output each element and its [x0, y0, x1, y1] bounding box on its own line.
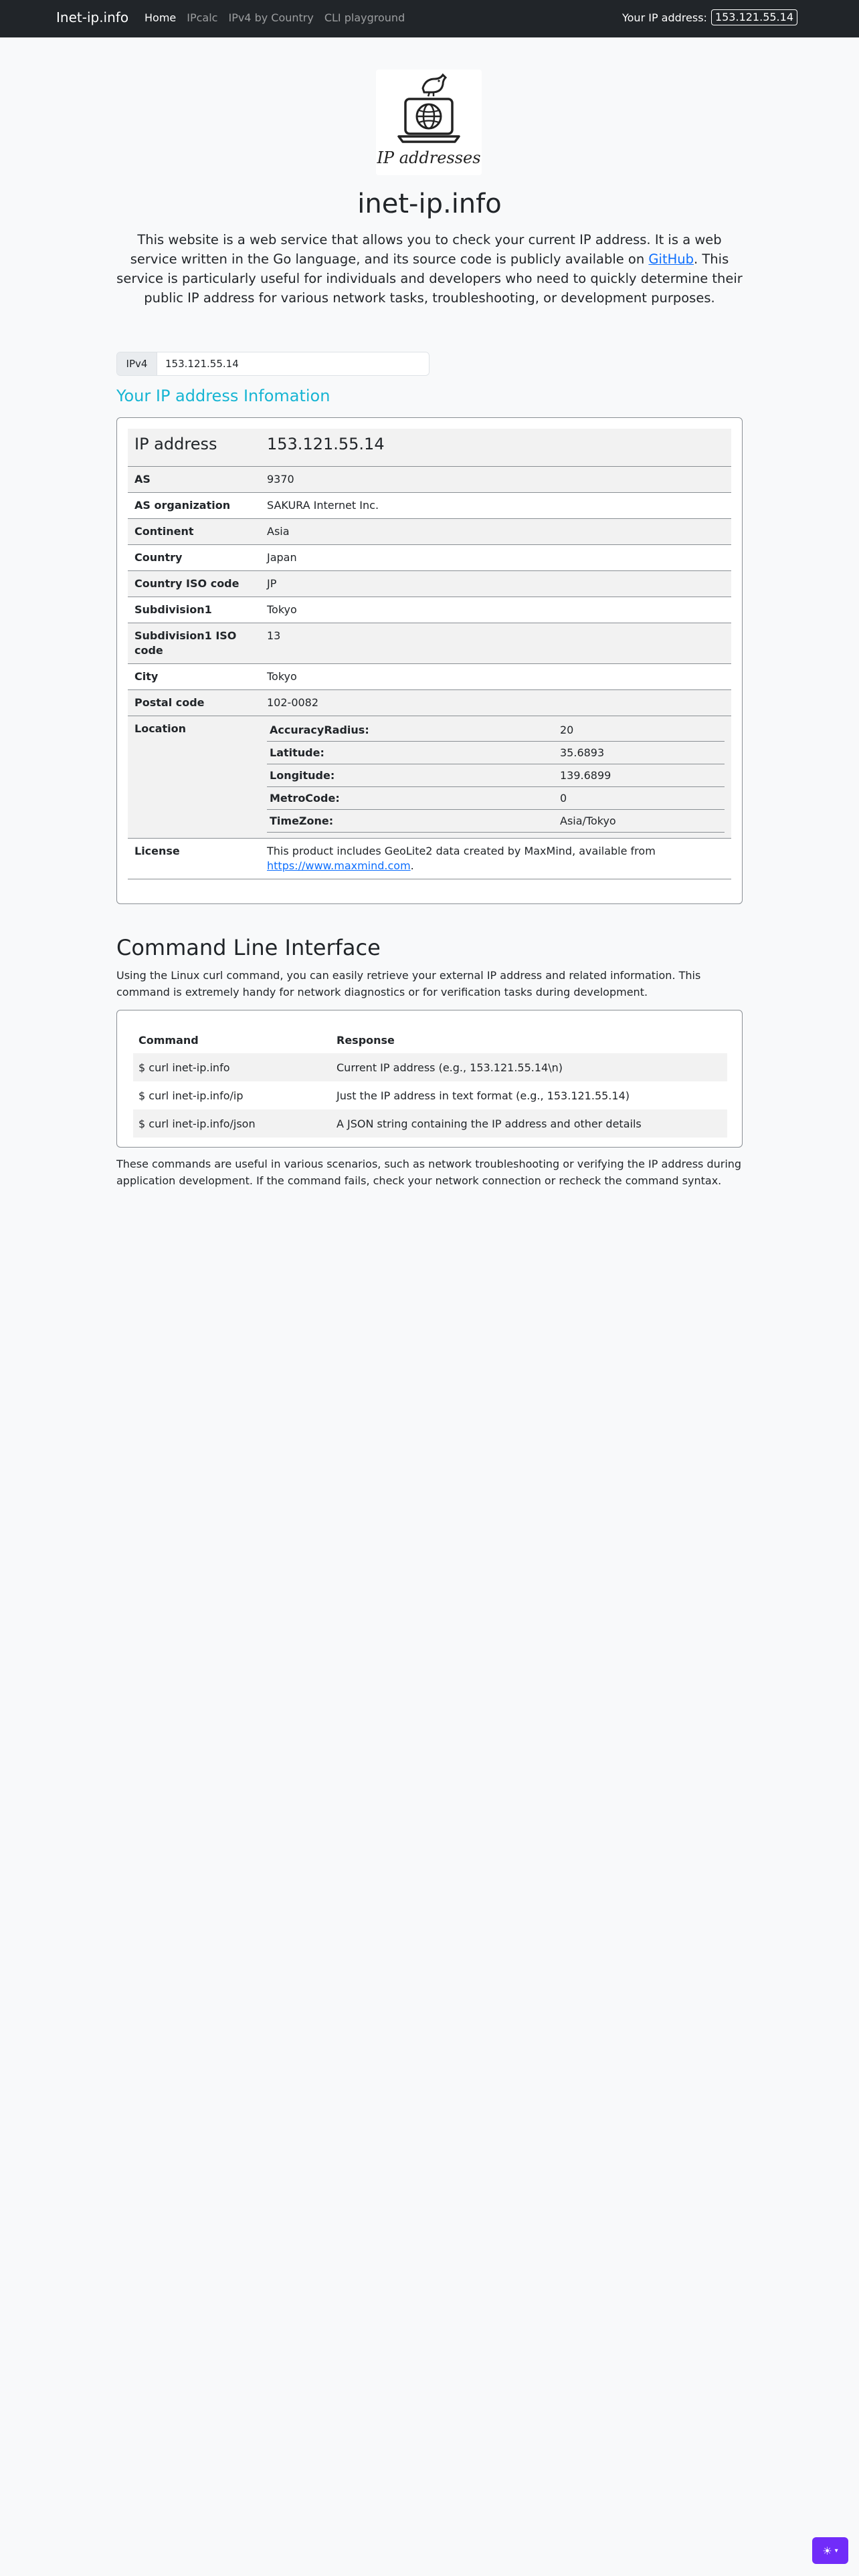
ip-address-label: IP address	[128, 429, 260, 466]
github-link[interactable]: GitHub	[648, 251, 694, 267]
location-row	[128, 716, 731, 838]
cli-table	[133, 1027, 727, 1138]
cli-heading: Command Line Interface	[116, 935, 381, 960]
table-row	[128, 544, 731, 570]
ip-info-heading: Your IP address Infomation	[116, 387, 330, 405]
row-value: 13	[260, 623, 731, 663]
location-item	[267, 809, 725, 832]
nav-link-cli-playground[interactable]: CLI playground	[324, 11, 405, 24]
ip-input-group	[116, 352, 430, 376]
response-cell: Current IP address (e.g., 153.121.55.14\n)	[331, 1053, 727, 1081]
license-row	[128, 838, 731, 879]
row-value: 102-0082	[260, 689, 731, 716]
logo-text: IP addresses	[377, 148, 481, 167]
ip-info-card	[116, 417, 743, 904]
table-row	[128, 518, 731, 544]
cli-table-header	[133, 1027, 727, 1053]
response-cell: Just the IP address in text format (e.g., 153.121.55.14)	[337, 1089, 630, 1102]
license-value	[260, 838, 731, 879]
location-item	[267, 764, 725, 786]
nav-link-ipcalc[interactable]: IPcalc	[187, 11, 218, 24]
row-key: Subdivision1 ISO code	[128, 623, 260, 663]
row-value: Tokyo	[260, 597, 731, 623]
row-key: AS	[128, 466, 260, 492]
laptop-globe-bird-icon	[376, 70, 482, 150]
location-value: 139.6899	[557, 764, 725, 786]
location-item	[267, 719, 725, 742]
table-row	[128, 689, 731, 716]
location-key: MetroCode:	[267, 786, 557, 809]
location-cell	[260, 716, 731, 838]
row-key: Postal code	[128, 689, 260, 716]
site-logo	[376, 70, 482, 175]
intro-paragraph	[114, 230, 745, 308]
command-cell: $ curl inet-ip.info/ip	[138, 1089, 244, 1102]
license-label: License	[128, 838, 260, 879]
table-row	[128, 492, 731, 518]
page-title: inet-ip.info	[357, 189, 502, 219]
row-value: SAKURA Internet Inc.	[260, 492, 731, 518]
row-key: Continent	[128, 518, 260, 544]
cli-footer-note: These commands are useful in various scenarios, such as network troubleshooting or verifying the IP address during application development. If the command fails, check your network connection or recheck the command syntax.	[116, 1158, 742, 1187]
command-cell: $ curl inet-ip.info/json	[133, 1109, 331, 1138]
cli-description: Using the Linux curl command, you can easily retrieve your external IP address and related information. This command is extremely handy for network diagnostics or for verification tasks during development.	[116, 969, 701, 998]
intro-text-end: . This service is particularly useful for individuals and developers who need to quickly determine their public IP address for various network tasks, troubleshooting, or development purposes.	[116, 251, 743, 306]
maxmind-link[interactable]: https://www.maxmind.com	[267, 859, 411, 872]
cli-card	[116, 1010, 743, 1148]
table-row	[128, 623, 731, 663]
column-header-command: Command	[133, 1027, 331, 1053]
nav-ip-label: Your IP address:	[622, 11, 707, 24]
row-key: Subdivision1	[128, 597, 260, 623]
sun-icon: ☀	[822, 2544, 832, 2557]
location-value: 20	[557, 719, 725, 742]
table-row	[128, 597, 731, 623]
location-item	[267, 786, 725, 809]
ip-info-table	[128, 429, 731, 879]
nav-links	[145, 11, 415, 24]
nav-ip-display	[622, 9, 797, 25]
nav-ip-value: 153.121.55.14	[711, 9, 797, 25]
caret-down-icon: ▾	[834, 2547, 838, 2555]
row-value: Japan	[260, 544, 731, 570]
location-table	[267, 719, 725, 833]
table-row	[128, 663, 731, 689]
command-cell: $ curl inet-ip.info	[133, 1053, 331, 1081]
nav-link-home[interactable]: Home	[145, 11, 177, 24]
brand-link[interactable]: Inet-ip.info	[56, 9, 129, 25]
table-row	[128, 466, 731, 492]
ip-address-value: 153.121.55.14	[260, 429, 731, 466]
response-cell: A JSON string containing the IP address and other details	[331, 1109, 727, 1138]
location-key: TimeZone:	[267, 809, 557, 832]
row-key: AS organization	[128, 492, 260, 518]
location-key: AccuracyRadius:	[267, 719, 557, 742]
row-key: City	[128, 663, 260, 689]
row-value: Asia	[260, 518, 731, 544]
table-row	[128, 570, 731, 597]
location-value: Asia/Tokyo	[557, 809, 725, 832]
location-value: 0	[557, 786, 725, 809]
location-key: Longitude:	[267, 764, 557, 786]
table-row	[133, 1053, 727, 1081]
row-value: 9370	[260, 466, 731, 492]
column-header-response: Response	[331, 1027, 727, 1053]
location-item	[267, 741, 725, 764]
license-end: .	[410, 859, 414, 872]
table-row	[133, 1109, 727, 1138]
theme-toggle-button[interactable]	[812, 2537, 848, 2564]
nav-link-ipv4-by-country[interactable]: IPv4 by Country	[228, 11, 314, 24]
table-row	[128, 429, 731, 466]
row-key: Country	[128, 544, 260, 570]
license-text: This product includes GeoLite2 data created by MaxMind, available from	[267, 844, 656, 857]
location-key: Latitude:	[267, 741, 557, 764]
row-key: Country ISO code	[128, 570, 260, 597]
location-label: Location	[128, 716, 260, 838]
navbar	[0, 0, 859, 37]
table-row	[133, 1081, 727, 1109]
intro-text-start: This website is a web service that allows you to check your current IP address. It is a web service written in the Go language, and its source code is publicly available on	[130, 232, 722, 267]
row-value: Tokyo	[260, 663, 731, 689]
ip-address-input[interactable]	[157, 352, 429, 375]
row-value: JP	[260, 570, 731, 597]
location-value: 35.6893	[557, 741, 725, 764]
ip-version-addon: IPv4	[117, 352, 157, 375]
